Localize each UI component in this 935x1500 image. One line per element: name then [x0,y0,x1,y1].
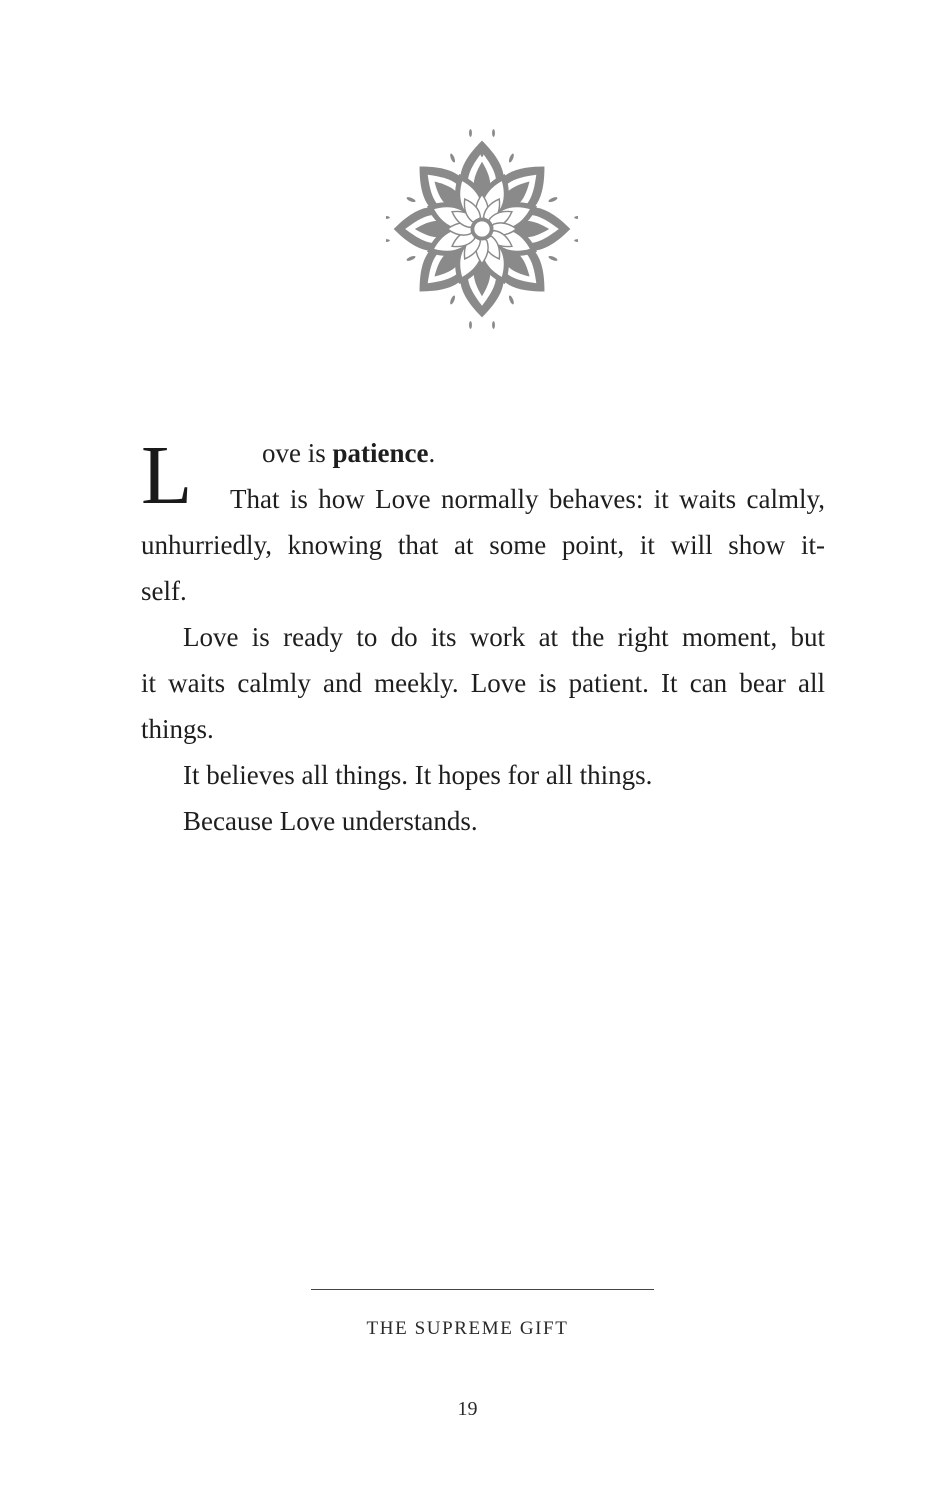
page-number: 19 [457,1398,478,1420]
running-title: THE SUPREME GIFT [366,1318,569,1339]
text-line: unhurriedly, knowing that at some point, it will show it- [141,530,825,560]
text-line: That is how Love normally behaves: it waits calmly, [230,484,825,514]
text-line: it waits calmly and meekly. Love is patient. It can bear all [141,668,825,698]
mandala-flower-icon [386,128,578,330]
text-line: It believes all things. It hopes for all things. [183,760,653,790]
footer-divider [311,1289,654,1290]
text-line: things. [141,714,214,744]
text-line: self. [141,576,187,606]
drop-cap: L [141,429,193,522]
text-line: Love is ready to do its work at the right moment, but [183,622,825,652]
text-line: Because Love understands. [183,806,478,836]
text-line: ove is patience. [262,438,436,468]
emphasis-patience: patience [332,438,429,468]
